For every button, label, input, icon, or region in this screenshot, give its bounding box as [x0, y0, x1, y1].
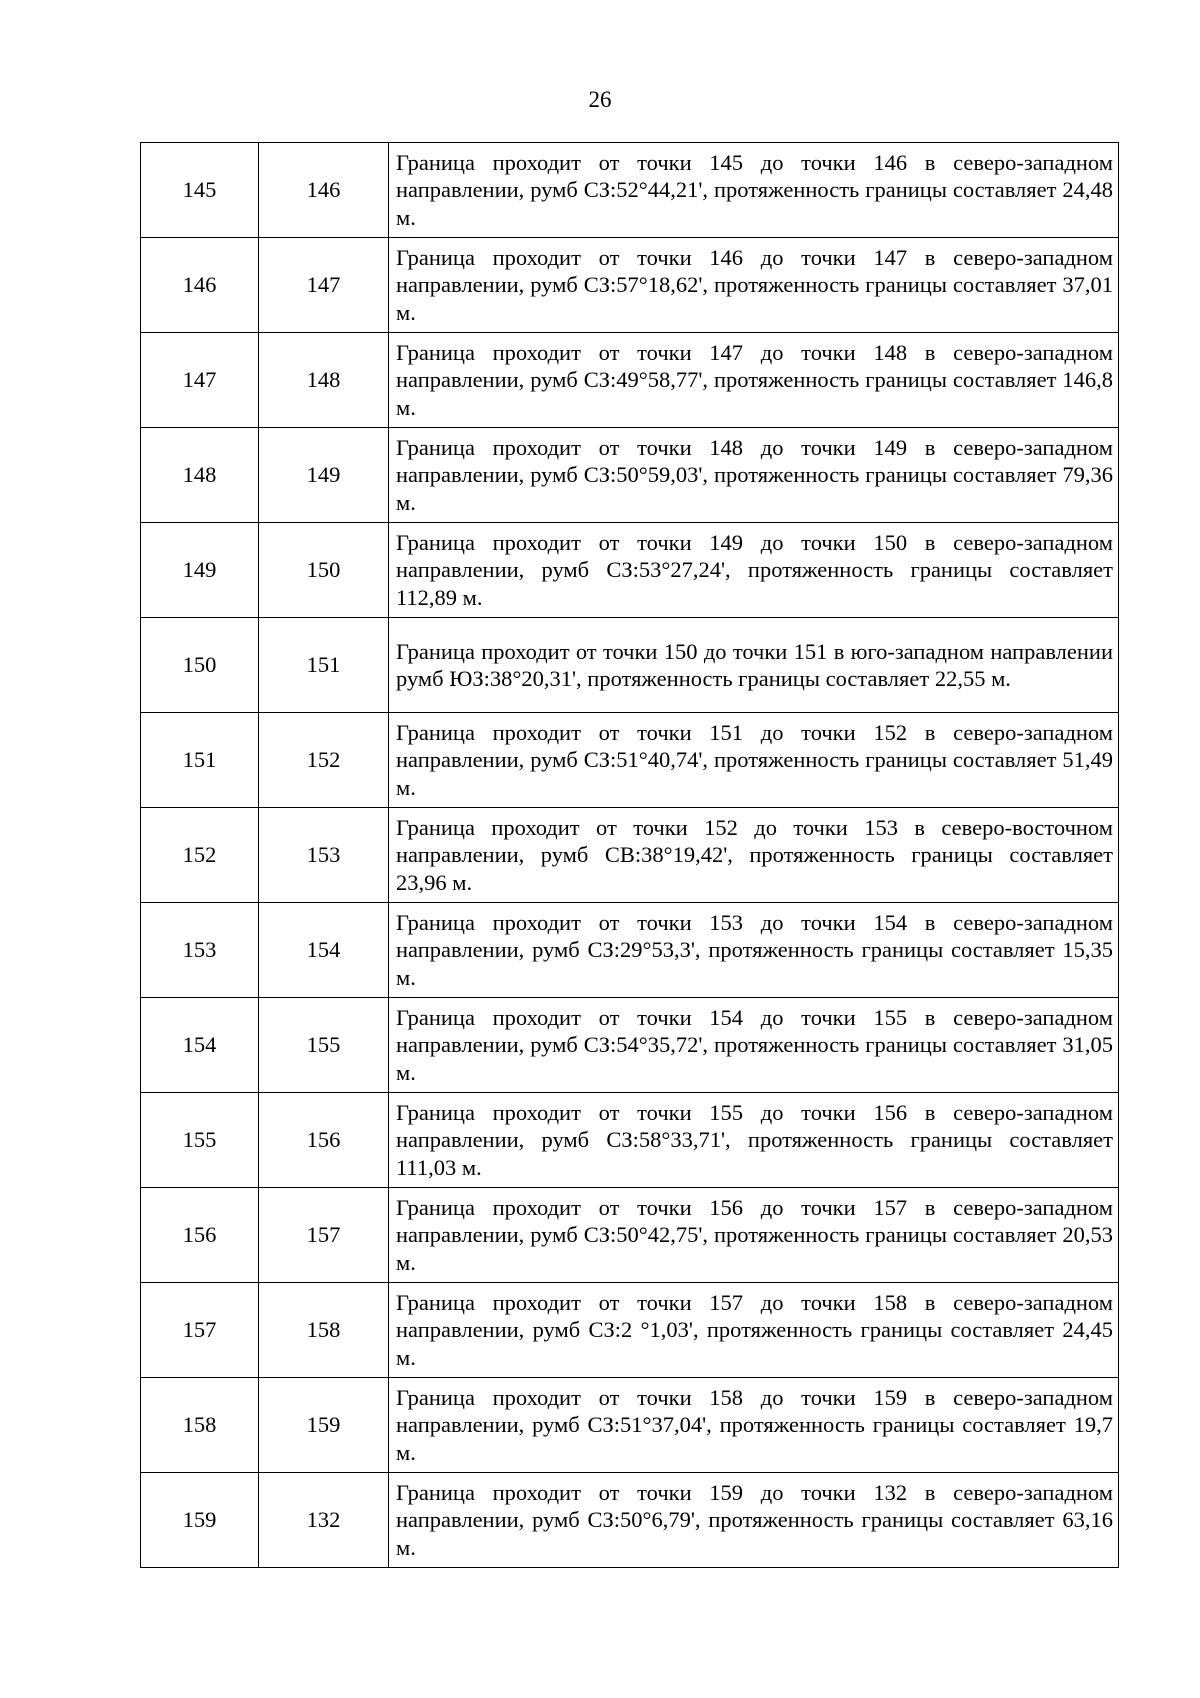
boundary-description-cell: Граница проходит от точки 156 до точки 157 в северо-западном направлении, румб СЗ:50°42,75', протяженность границы составляет 20,53 м.	[389, 1188, 1119, 1283]
table-row	[141, 903, 1119, 998]
boundary-description-cell: Граница проходит от точки 155 до точки 156 в северо-западном направлении, румб СЗ:58°33,71', протяженность границы составляет 111,03 м.	[389, 1093, 1119, 1188]
from-point-cell: 148	[141, 428, 259, 523]
boundary-description-cell: Граница проходит от точки 153 до точки 154 в северо-западном направлении, румб СЗ:29°53,3', протяженность границы составляет 15,35 м.	[389, 903, 1119, 998]
to-point-cell: 157	[259, 1188, 389, 1283]
from-point-cell: 155	[141, 1093, 259, 1188]
table-row	[141, 998, 1119, 1093]
from-point-cell: 159	[141, 1473, 259, 1568]
to-point-cell: 146	[259, 143, 389, 238]
from-point-cell: 149	[141, 523, 259, 618]
from-point-cell: 145	[141, 143, 259, 238]
to-point-cell: 159	[259, 1378, 389, 1473]
boundary-description-cell: Граница проходит от точки 149 до точки 150 в северо-западном направлении, румб СЗ:53°27,24', протяженность границы составляет 112,89 м.	[389, 523, 1119, 618]
boundary-description-cell: Граница проходит от точки 152 до точки 153 в северо-восточном направлении, румб СВ:38°19,42', протяженность границы составляет 23,96 м.	[389, 808, 1119, 903]
table-row	[141, 428, 1119, 523]
page-number: 26	[588, 87, 612, 112]
to-point-cell: 158	[259, 1283, 389, 1378]
from-point-cell: 146	[141, 238, 259, 333]
table-row	[141, 143, 1119, 238]
table-row	[141, 238, 1119, 333]
from-point-cell: 156	[141, 1188, 259, 1283]
table-row	[141, 1473, 1119, 1568]
to-point-cell: 151	[259, 618, 389, 713]
to-point-cell: 149	[259, 428, 389, 523]
boundary-description-cell: Граница проходит от точки 150 до точки 151 в юго-западном направлении румб ЮЗ:38°20,31', протяженность границы составляет 22,55 м.	[389, 618, 1119, 713]
from-point-cell: 150	[141, 618, 259, 713]
boundary-description-cell: Граница проходит от точки 151 до точки 152 в северо-западном направлении, румб СЗ:51°40,74', протяженность границы составляет 51,49 м.	[389, 713, 1119, 808]
table-row	[141, 1093, 1119, 1188]
table-row	[141, 1188, 1119, 1283]
from-point-cell: 158	[141, 1378, 259, 1473]
to-point-cell: 148	[259, 333, 389, 428]
boundary-description-cell: Граница проходит от точки 159 до точки 132 в северо-западном направлении, румб СЗ:50°6,79', протяженность границы составляет 63,16 м.	[389, 1473, 1119, 1568]
boundary-table	[140, 142, 1119, 1568]
table-row	[141, 1378, 1119, 1473]
boundary-description-cell: Граница проходит от точки 154 до точки 155 в северо-западном направлении, румб СЗ:54°35,72', протяженность границы составляет 31,05 м.	[389, 998, 1119, 1093]
to-point-cell: 156	[259, 1093, 389, 1188]
table-row	[141, 713, 1119, 808]
boundary-description-cell: Граница проходит от точки 146 до точки 147 в северо-западном направлении, румб СЗ:57°18,62', протяженность границы составляет 37,01 м.	[389, 238, 1119, 333]
from-point-cell: 157	[141, 1283, 259, 1378]
table-row	[141, 523, 1119, 618]
boundary-description-cell: Граница проходит от точки 148 до точки 149 в северо-западном направлении, румб СЗ:50°59,03', протяженность границы составляет 79,36 м.	[389, 428, 1119, 523]
to-point-cell: 132	[259, 1473, 389, 1568]
from-point-cell: 151	[141, 713, 259, 808]
to-point-cell: 153	[259, 808, 389, 903]
from-point-cell: 147	[141, 333, 259, 428]
to-point-cell: 154	[259, 903, 389, 998]
from-point-cell: 152	[141, 808, 259, 903]
table-row	[141, 808, 1119, 903]
to-point-cell: 147	[259, 238, 389, 333]
boundary-description-cell: Граница проходит от точки 157 до точки 158 в северо-западном направлении, румб СЗ:2 °1,03', протяженность границы составляет 24,45 м.	[389, 1283, 1119, 1378]
from-point-cell: 154	[141, 998, 259, 1093]
boundary-description-cell: Граница проходит от точки 158 до точки 159 в северо-западном направлении, румб СЗ:51°37,04', протяженность границы составляет 19,7 м.	[389, 1378, 1119, 1473]
to-point-cell: 150	[259, 523, 389, 618]
from-point-cell: 153	[141, 903, 259, 998]
boundary-description-cell: Граница проходит от точки 145 до точки 146 в северо-западном направлении, румб СЗ:52°44,21', протяженность границы составляет 24,48 м.	[389, 143, 1119, 238]
table-row	[141, 618, 1119, 713]
table-row	[141, 333, 1119, 428]
to-point-cell: 152	[259, 713, 389, 808]
table-row	[141, 1283, 1119, 1378]
boundary-description-cell: Граница проходит от точки 147 до точки 148 в северо-западном направлении, румб СЗ:49°58,77', протяженность границы составляет 146,8 м.	[389, 333, 1119, 428]
to-point-cell: 155	[259, 998, 389, 1093]
